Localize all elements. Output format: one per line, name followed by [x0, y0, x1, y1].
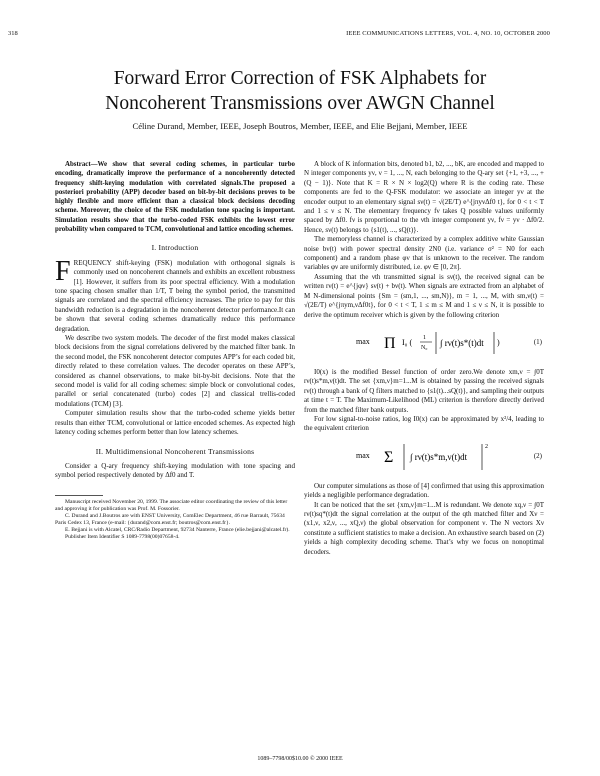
- section-2-paragraph-1: Consider a Q-ary frequency shift-keying modulation with tone spacing and symbol period respectively denoted by Δf0 and T.: [55, 461, 295, 480]
- paper-title: [0, 66, 600, 116]
- footnote-manuscript: Manuscript received November 20, 1999. The associate editor coordinating the review of this letter and approving it for publication was Prof. M. Fossorier.: [55, 498, 288, 512]
- svg-text:∫ rν(t)s*(t)dt: ∫ rν(t)s*(t)dt: [440, 337, 484, 348]
- intro-paragraph-1: [55, 255, 295, 334]
- intro-paragraph-1-text: REQUENCY shift-keying (FSK) modulation with orthogonal signals is commonly used on noncoherent channels and exhibits an excellent robustness [1]. However, it suffers from its poor spectral efficiency. With a modulation tone spacing chosen smaller than 1/T, T being the symbol period, the transmitted signals are correlated and the spectral efficiency increases. The price to pay for this bandwidth reduction is a degradation in the noncoherent detector performance.It can be shown that several coding schemes dramatically reduce this performance degradation.: [55, 258, 295, 333]
- body-paragraph-1: A block of K information bits, denoted b1, b2, ..., bK, are encoded and mapped to N integer components yν, ν = 1, ..., N, each belonging to the Q-ary set {+1, +3, ..., +(Q − 1)}. Note that K = R × N × log2(Q) where R is the coding rate. These components are fed to the Q-FSK modulator: we associate an integer yν at the encoder output to an elementary signal sν(t) = √(2E/T) e^{jπyνΔf0 t}, for 0 < t < T and 1 ≤ ν ≤ N. The elementary frequency fν takes Q possible values uniformly spaced by Δf0. fν is proportional to the νth integer component yν, fν = yν · Δf0/2. Hence, sν(t) belongs to {s1(t), ..., sQ(t)}.: [304, 160, 544, 234]
- svg-text:Π: Π: [384, 334, 396, 352]
- body-paragraph-2: The memoryless channel is characterized by a complex additive white Gaussian noise bν(t) with power spectral density 2N0 (i.e. variance σ² = N0 for each component) and a random phase φν that is unknown to the receiver. The random variables φν are uniformly distributed, i.e. φν ∈ [0, 2π].: [304, 235, 544, 272]
- svg-text:max: max: [356, 336, 370, 346]
- intro-paragraph-2: We describe two system models. The decoder of the first model makes classical block decisions from the signal correlations delivered by the matched filter bank. In the second model, the FSK noncoherent detector computes APP’s for each coded bit, directly related to these correlation values. The decoder operates on these APP’s, considered as channel observations, to make bit-by-bit decisions. Note that the second model is valid for all coding schemes: simple block or convolutional codes, parallel or serial concatenated (turbo) codes [2] and classical trellis-coded modulations (TCM) [3].: [55, 334, 295, 408]
- left-column: [55, 160, 295, 541]
- title-line-2: Noncoherent Transmissions over AWGN Channel: [105, 93, 495, 114]
- svg-text:∫ rν(t)s*m,ν(t)dt: ∫ rν(t)s*m,ν(t)dt: [410, 451, 468, 462]
- section-heading-intro: I. Introduction: [151, 243, 199, 253]
- abstract: Abstract—We show that several coding schemes, in particular turbo encoding, dramatically improve the performance of a noncoherently detected frequency shift-keying modulation with correlated signals.The proposed a posteriori probability (APP) decoder based on bit-by-bit decisions proves to be highly flexible and more efficient than a classical block decisions decoding scheme. Moreover, the choice of the FSK modulation tone spacing is important. Simulation results show that the turbo-coded FSK exhibits the lowest error probability when compared to TCM, convolutional and lattice encoding schemes.: [55, 161, 295, 234]
- body-paragraph-3: Assuming that the νth transmitted signal is sν(t), the received signal can be written rν(t) = e^{jφν} sν(t) + bν(t). When signals are extracted from an alphabet of M N-dimensional points {Sm = (sm,1, ..., sm,N)}, m = 1, ..., M, with sm,ν(t) = √(2E/T) e^{jπym,νΔf0t}, for 0 < t < T, 1 ≤ m ≤ M and 1 ≤ ν ≤ N, it is possible to derive the optimum receiver which is given by the following criterion: [304, 272, 544, 319]
- svg-text:): ): [497, 337, 500, 347]
- equation-2: [304, 438, 544, 478]
- body-paragraph-7: It can be noticed that the set {xm,ν}m=1...M is redundant. We denote xq,ν = ∫0T rν(t)sq*(t)dt the signal correlation at the output of the qth matched filter and Xν = (x1,ν, x2,ν, ..., xQ,ν) the global observation for component ν. The N vectors Xν constitute a sufficient statistics to make a decision. An exhaustive search based on (2) yields a high complexity decoding scheme. That’s why we focus on nonoptimal decoders.: [304, 500, 544, 556]
- intro-paragraph-3: Computer simulation results show that the turbo-coded scheme yields better results than either TCM, convolutional or lattice encoded schemes. As expected high latency coding schemes perform better than low latency schemes.: [55, 409, 295, 437]
- right-column: [304, 160, 544, 557]
- footnote-affiliation-1: C. Durand and J.Boutros are with ENST University, ComElec Department, 46 rue Barrault, 75634 Paris Cedex 13, France (e-mail: {durand@com.enst.fr; boutros@com.enst.fr}.: [55, 512, 285, 526]
- svg-text:I₀ (: I₀ (: [402, 337, 413, 347]
- footnote-publisher-id: Publisher Item Identifier S 1089-7798(00)07658-4.: [65, 533, 180, 540]
- svg-text:Σ: Σ: [384, 448, 394, 466]
- svg-text:max: max: [356, 450, 370, 460]
- copyright-footer: 1089–7798/00$10.00 © 2000 IEEE: [257, 756, 343, 762]
- body-paragraph-5: For low signal-to-noise ratios, log I0(x) can be approximated by x²/4, leading to the equivalent criterion: [304, 414, 544, 433]
- body-paragraph-6: Our computer simulations as those of [4] confirmed that using this approximation yields a negligible performance degradation.: [304, 481, 544, 500]
- title-line-1: Forward Error Correction of FSK Alphabets for: [113, 68, 487, 89]
- svg-text:N₀: N₀: [421, 344, 428, 351]
- section-heading-2: II. Multidimensional Noncoherent Transmissions: [95, 446, 255, 456]
- equation-2-number: (2): [533, 451, 542, 460]
- footnote-affiliation-2: E. Bejjani is with Alcatel, CRC/Radio Department, 92734 Nanterre, France (elie.bejjani@alcatel.fr).: [65, 526, 290, 533]
- body-paragraph-4: I0(x) is the modified Bessel function of order zero.We denote xm,ν = ∫0T rν(t)s*m,ν(t)dt. The set {xm,ν}m=1...M is obtained by passing the received signals rν(t) through a bank of Q filters matched to {s1(t)...sQ(t)}, and sampling their outputs at time t = T. The Maximum-Likelihood (ML) criterion is therefore directly derived from the matched filter bank outputs.: [304, 367, 544, 414]
- equation-1-number: (1): [533, 337, 542, 346]
- drop-cap: F: [55, 255, 71, 287]
- journal-header: IEEE COMMUNICATIONS LETTERS, VOL. 4, NO. 10, OCTOBER 2000: [346, 30, 550, 37]
- page-number: 318: [8, 30, 18, 37]
- authors: Céline Durand, Member, IEEE, Joseph Boutros, Member, IEEE, and Elie Bejjani, Member, IEEE: [132, 121, 468, 131]
- equation-2-formula: [354, 438, 504, 478]
- footnotes: [55, 499, 295, 541]
- equation-1-formula: [354, 324, 504, 364]
- equation-1: [304, 324, 544, 364]
- svg-text:2: 2: [485, 443, 488, 450]
- svg-text:1: 1: [423, 334, 426, 341]
